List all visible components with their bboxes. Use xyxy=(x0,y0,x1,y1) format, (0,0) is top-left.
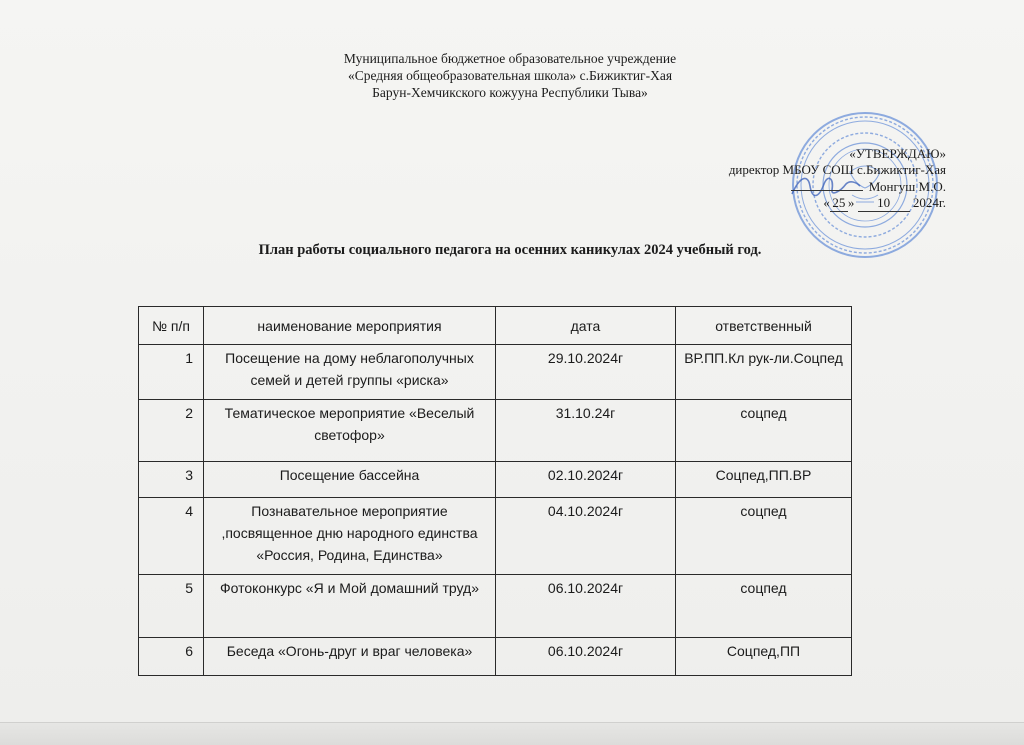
row-responsible: ВР.ПП.Кл рук-ли.Соцпед xyxy=(676,345,852,400)
approval-date xyxy=(646,195,946,212)
row-number: 1 xyxy=(139,345,204,400)
date-month: 10 xyxy=(858,195,910,212)
row-number: 6 xyxy=(139,638,204,676)
row-event: Посещение бассейна xyxy=(204,462,496,498)
row-responsible: Соцпед,ПП.ВР xyxy=(676,462,852,498)
document-title: План работы социального педагога на осенних каникулах 2024 учебный год. xyxy=(258,242,762,258)
events-table xyxy=(138,306,852,676)
row-date: 29.10.2024г xyxy=(496,345,676,400)
table-row xyxy=(139,400,852,462)
row-number: 3 xyxy=(139,462,204,498)
header-line-1: Муниципальное бюджетное образовательное учреждение xyxy=(343,51,677,66)
table-header-row xyxy=(139,307,852,345)
table-row xyxy=(139,575,852,638)
row-event: Фотоконкурс «Я и Мой домашний труд» xyxy=(204,575,496,638)
row-number: 4 xyxy=(139,498,204,575)
header-line-3: Барун-Хемчикского кожууна Республики Тыва» xyxy=(372,85,648,100)
approval-name: Монгуш М.О. xyxy=(868,179,946,194)
row-event: Посещение на дому неблагополучных семей и детей группы «риска» xyxy=(204,345,496,400)
column-header-event: наименование мероприятия xyxy=(204,307,496,345)
row-responsible: Соцпед,ПП xyxy=(676,638,852,676)
column-header-date: дата xyxy=(496,307,676,345)
row-date: 06.10.2024г xyxy=(496,638,676,676)
row-event: Беседа «Огонь-друг и враг человека» xyxy=(204,638,496,676)
date-day: 25 xyxy=(830,195,848,212)
approval-block xyxy=(646,146,946,212)
organization-header xyxy=(290,50,730,101)
row-responsible: соцпед xyxy=(676,575,852,638)
row-date: 06.10.2024г xyxy=(496,575,676,638)
row-event: Познавательное мероприятие ,посвященное дню народного единства «Россия, Родина, Единства» xyxy=(204,498,496,575)
row-number: 5 xyxy=(139,575,204,638)
date-open-quote: « xyxy=(823,195,830,210)
approval-signature-row xyxy=(646,178,946,195)
date-close-quote: » xyxy=(847,195,855,210)
approval-position: директор МБОУ СОШ с.Бижиктиг-Хая xyxy=(728,162,946,177)
table-row xyxy=(139,462,852,498)
header-line-2: «Средняя общеобразовательная школа» с.Бижиктиг-Хая xyxy=(347,68,673,83)
row-number: 2 xyxy=(139,400,204,462)
approval-title: «УТВЕРЖДАЮ» xyxy=(849,146,946,161)
row-responsible: соцпед xyxy=(676,498,852,575)
row-event: Тематическое мероприятие «Веселый светофор» xyxy=(204,400,496,462)
row-date: 31.10.24г xyxy=(496,400,676,462)
table-row xyxy=(139,345,852,400)
date-year: 2024г. xyxy=(912,195,946,210)
column-header-responsible: ответственный xyxy=(676,307,852,345)
signature-line xyxy=(791,178,863,191)
scan-bottom-edge xyxy=(0,722,1024,745)
table-row xyxy=(139,498,852,575)
column-header-number: № п/п xyxy=(139,307,204,345)
row-responsible: соцпед xyxy=(676,400,852,462)
table-row xyxy=(139,638,852,676)
row-date: 02.10.2024г xyxy=(496,462,676,498)
row-date: 04.10.2024г xyxy=(496,498,676,575)
